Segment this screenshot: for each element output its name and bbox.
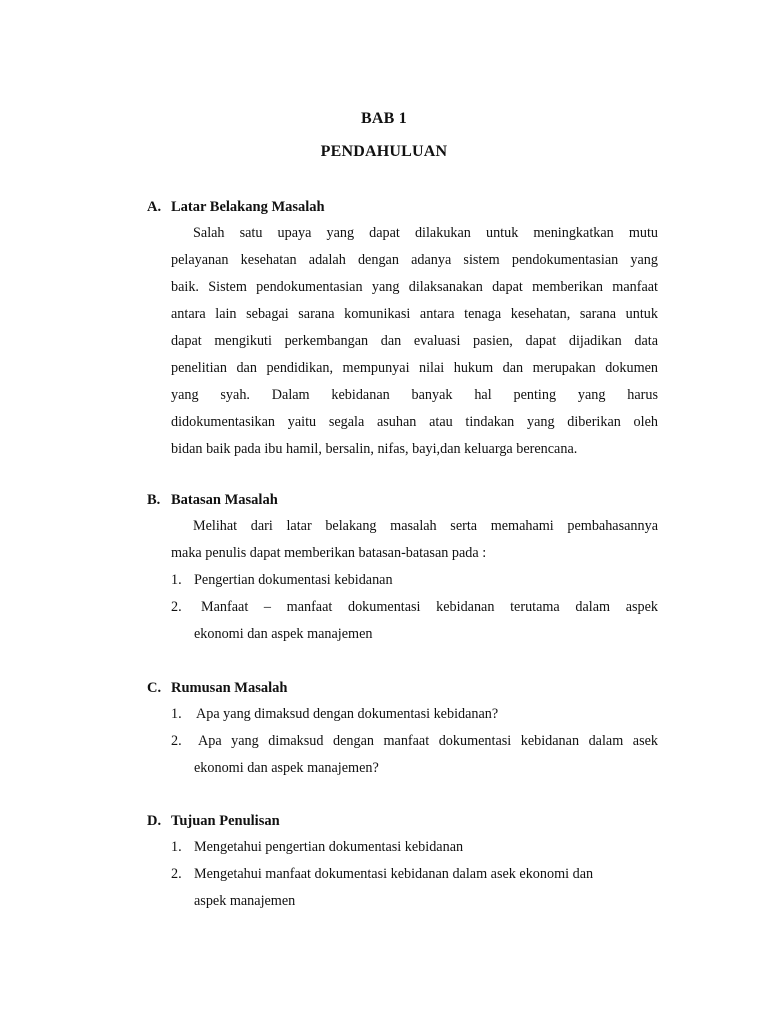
list-item-text: Manfaat – manfaat dokumentasi kebidanan terutama dalam aspek <box>201 599 658 615</box>
section-d-letter: D. <box>147 813 162 829</box>
list-item-text: Apa yang dimaksud dengan manfaat dokumentasi kebidanan dalam asek <box>198 733 658 749</box>
list-item-number: 2. <box>171 733 182 749</box>
list-item-text: ekonomi dan aspek manajemen? <box>194 760 379 776</box>
list-item-number: 1. <box>171 839 182 855</box>
list-item-number: 1. <box>171 572 182 588</box>
list-item-number: 2. <box>171 599 182 615</box>
paragraph-line: Melihat dari latar belakang masalah serta memahami pembahasannya <box>193 518 658 534</box>
paragraph-line: pelayanan kesehatan adalah dengan adanya sistem pendokumentasian yang <box>171 252 658 268</box>
section-c-list <box>171 701 658 782</box>
section-c-heading <box>147 680 287 697</box>
list-item-text: Mengetahui manfaat dokumentasi kebidanan dalam asek ekonomi dan <box>194 866 594 882</box>
paragraph-line: didokumentasikan yaitu segala asuhan atau tindakan yang diberikan oleh <box>171 414 658 430</box>
list-item-text: Mengetahui pengertian dokumentasi kebidanan <box>194 839 464 855</box>
chapter-title: PENDAHULUAN <box>320 143 448 160</box>
section-a-letter: A. <box>147 199 162 215</box>
paragraph-line: yang syah. Dalam kebidanan banyak hal penting yang harus <box>171 387 658 403</box>
section-b-heading <box>147 492 278 509</box>
section-c-letter: C. <box>147 680 162 696</box>
section-b-list <box>171 567 658 648</box>
paragraph-line: bidan baik pada ibu hamil, bersalin, nifas, bayi,dan keluarga berencana. <box>171 441 578 457</box>
list-item <box>171 701 658 728</box>
paragraph-line: dapat mengikuti perkembangan dan evaluasi pasien, dapat dijadikan data <box>171 333 658 349</box>
paragraph-line: Salah satu upaya yang dapat dilakukan untuk meningkatkan mutu <box>193 225 658 241</box>
section-d-heading <box>147 813 280 830</box>
section-a-title: Latar Belakang Masalah <box>171 199 325 215</box>
list-item <box>171 861 658 915</box>
list-item <box>171 567 658 594</box>
section-d-title: Tujuan Penulisan <box>171 813 280 829</box>
list-item <box>171 834 658 861</box>
list-item-number: 1. <box>171 706 182 722</box>
section-a-heading <box>147 199 325 216</box>
section-a-paragraph <box>171 220 658 463</box>
section-d-list <box>171 834 658 915</box>
paragraph-line: maka penulis dapat memberikan batasan-batasan pada : <box>171 545 487 561</box>
paragraph-line: antara lain sebagai sarana komunikasi antara tenaga kesehatan, sarana untuk <box>171 306 658 322</box>
section-b-title: Batasan Masalah <box>171 492 278 508</box>
list-item-text: Apa yang dimaksud dengan dokumentasi kebidanan? <box>196 706 499 722</box>
list-item-text: aspek manajemen <box>194 893 296 909</box>
section-c-title: Rumusan Masalah <box>171 680 288 696</box>
section-b-paragraph <box>171 513 658 567</box>
paragraph-line: penelitian dan pendidikan, mempunyai nilai hukum dan merupakan dokumen <box>171 360 658 376</box>
list-item-number: 2. <box>171 866 182 882</box>
list-item <box>171 594 658 648</box>
list-item-text: ekonomi dan aspek manajemen <box>194 626 373 642</box>
list-item-text: Pengertian dokumentasi kebidanan <box>194 572 393 588</box>
list-item <box>171 728 658 782</box>
paragraph-line: baik. Sistem pendokumentasian yang dilaksanakan dapat memberikan manfaat <box>171 279 658 295</box>
chapter-number: BAB 1 <box>361 110 407 127</box>
section-b-letter: B. <box>147 492 161 508</box>
